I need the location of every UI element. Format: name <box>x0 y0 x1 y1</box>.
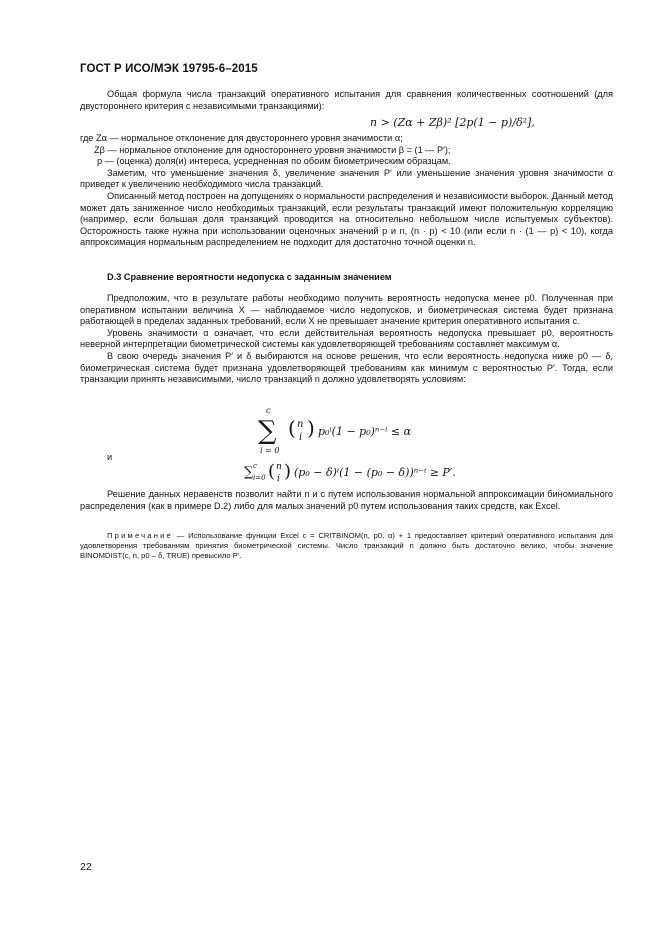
svg-text:c: c <box>266 406 271 415</box>
block-solution <box>80 489 613 512</box>
paragraph-solution: Решение данных неравенств позволит найти n и c путем использования нормальной аппроксимации биномиального распределения (как в примере D.2) либо для малых значений p0 путем использования таких средств, как Excel. <box>80 489 613 511</box>
svg-text:c: c <box>253 462 257 470</box>
svg-text:i = 0: i = 0 <box>260 446 280 455</box>
block-d3-body <box>80 293 613 386</box>
definition-z-alpha: где Zα — нормальное отклонение для двустороннего уровня значимости α; <box>80 133 403 143</box>
block-definitions <box>80 133 613 249</box>
definition-z-beta: Zβ — нормальное отклонение для одностороннего уровня значимости β = (1 — P′); <box>94 144 451 155</box>
paragraph-method-assumptions: Описанный метод построен на допущениях о нормальности распределения и независимости выборок. Данный метод может дать заниженное число необходимых транзакций, если результаты транзакций имеют положительную корреляцию (например, если большая доля транзакций проводится на относительно небольшом числе испытуемых субъектов). Осторожность также нужна при использовании оценочных значений p и n, (n · p) < 10 (или если n · (1 — p) < 10), когда аппроксимация нормальным распределением не подходит для достаточно точной оценки n. <box>80 190 613 248</box>
standard-header: ГОСТ Р ИСО/МЭК 19795-6–2015 <box>80 63 258 75</box>
formula-sum-alpha <box>250 405 470 457</box>
svg-text:): ) <box>284 461 292 482</box>
block-note <box>80 531 613 562</box>
word-and: и <box>107 452 113 462</box>
definition-p: p — (оценка) доля(и) интереса, усредненная по обоим биометрическим образцам. <box>97 156 451 167</box>
section-title: D.3 Сравнение вероятности недопуска с заданным значением <box>107 272 392 282</box>
paragraph-suppose: Предположим, что в результате работы необходимо получить вероятность недопуска менее p0. Полученная при оперативном испытании величина X — наблюдаемое число недопусков, и биометрическая система будет признана работающей в пределах заданных требований, если X не превышает значение критерия оперативного испытания c. <box>80 293 613 327</box>
svg-text:n: n <box>297 419 304 430</box>
formula-sum-power-body: (p₀ − δ)ⁱ(1 − (p₀ − δ))ⁿ⁻ⁱ ≥ P′. <box>294 466 456 479</box>
block-section-d3 <box>80 272 613 284</box>
note-paragraph <box>80 531 613 562</box>
svg-text:∑: ∑ <box>244 465 254 480</box>
formula-sum-power <box>240 456 500 486</box>
svg-text:(: ( <box>288 416 296 440</box>
svg-text:n: n <box>276 462 282 472</box>
svg-text:(: ( <box>268 461 276 482</box>
paragraph-choice: В свою очередь значения P′ и δ выбираются на основе решения, что если вероятность недопуска ниже p0 — δ, биометрическая система будет признана удовлетворяющей требованиям как минимум с вероятностью P′. Тогда, если транзакции принять независимыми, число транзакций n должно удовлетворять условиям: <box>80 350 613 385</box>
paragraph-intro: Общая формула числа транзакций оперативного испытания для сравнения количественных соотношений (для двустороннего критерия с независимыми транзакциями): <box>80 89 613 111</box>
svg-text:∑: ∑ <box>258 416 277 446</box>
svg-text:i: i <box>299 432 303 443</box>
paragraph-significance: Уровень значимости α означает, что если действительная вероятность недопуска превышает p0, вероятность неверной интерпретации биометрической системы как удовлетворяющей требованиям составляет максимум α. <box>80 327 613 350</box>
svg-text:i: i <box>277 474 280 484</box>
note-label: Примечание <box>107 531 173 540</box>
formula-sum-alpha-body: p₀ⁱ(1 − p₀)ⁿ⁻ⁱ ≤ α <box>318 425 412 438</box>
svg-text:): ) <box>307 416 315 440</box>
block-general-formula <box>80 89 613 112</box>
paragraph-note-delta: Заметим, что уменьшение значения δ, увеличение значения P′ или уменьшение значения уровня значимости α приведет к увеличению необходимого числа транзакций. <box>80 167 613 190</box>
note-text: — Использование функции Excel c = CRITBINOM(n, p0, α) + 1 предоставляет критерий оперативного испытания для удовлетворения требованиям принятия биометрической системы. Число транзакций n должно быть достаточно велико, чтобы значение BINOMDIST(c, n, p0 – δ, TRUE) превысило P′. <box>80 531 613 561</box>
svg-text:i=0: i=0 <box>253 474 266 482</box>
formula-n-general: n > (Zα + Zβ)² [2p(1 − p)/δ²], <box>370 116 535 129</box>
page-number: 22 <box>80 861 92 873</box>
